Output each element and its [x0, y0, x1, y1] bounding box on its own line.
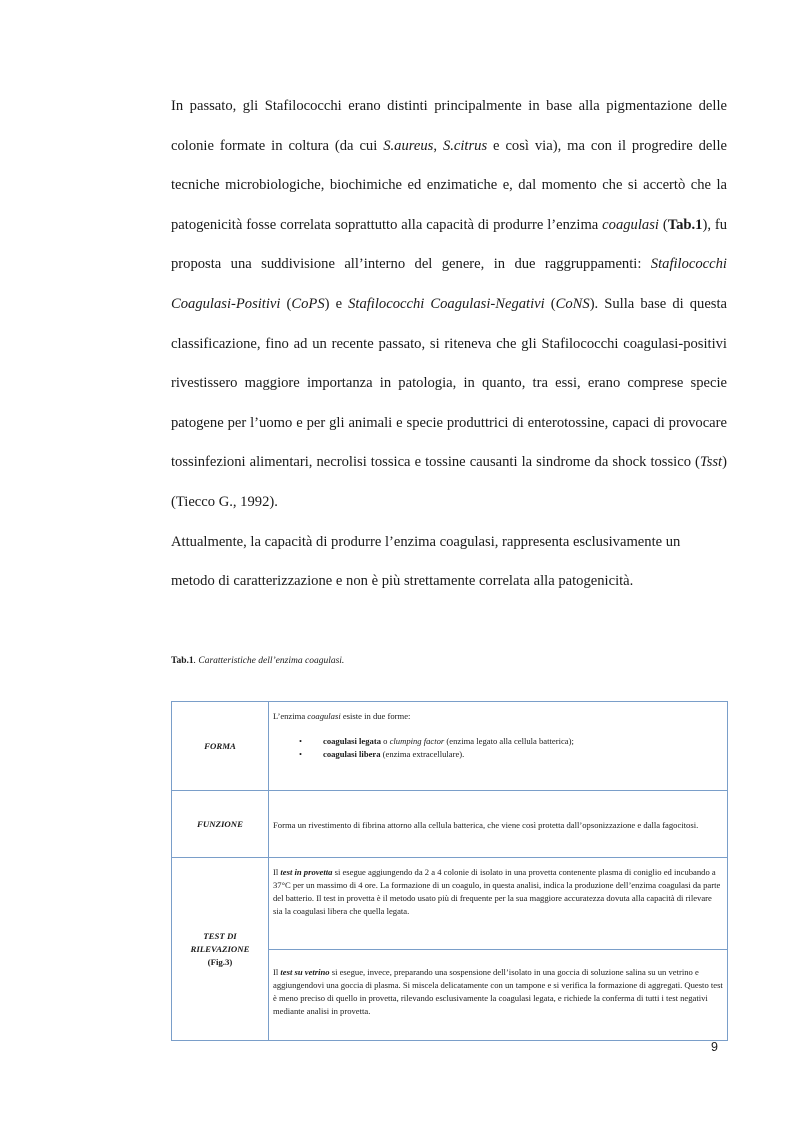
text-span: ), fu proposta una suddivisione all’interno del genere, in due raggruppamenti:: [171, 216, 727, 273]
label-fig: [172, 956, 268, 969]
label-line: TEST DI: [203, 930, 237, 941]
forma-intro: [273, 710, 723, 723]
table-caption: [171, 656, 344, 666]
text-span: (: [658, 216, 668, 233]
caption-label: Tab.1: [171, 656, 194, 666]
text-span: In passato, gli Stafilococchi erano distinti principalmente in base alla pigmentazione delle colonie formate in coltura (da cui: [171, 98, 727, 154]
table-reference: Tab.1: [667, 216, 703, 233]
list-item: [315, 735, 723, 748]
label-line: RILEVAZIONE: [190, 943, 250, 954]
coagulase-table: [171, 701, 728, 1041]
text-span: ) e: [324, 295, 349, 312]
table-row-funzione: [172, 791, 728, 858]
row-content-provetta: [269, 858, 728, 950]
page-number: 9: [711, 1040, 718, 1054]
text-span: (enzima extracellulare).: [380, 749, 465, 759]
species-citrus: S.citrus: [442, 137, 488, 154]
row-label-forma: FORMA: [172, 702, 269, 791]
text-span: L’enzima: [273, 711, 308, 721]
text-span: test su vetrino: [280, 967, 330, 977]
text-span: ,: [433, 137, 443, 154]
text-span: e così via), ma con il progredire delle tecniche microbiologiche, biochimiche ed enzimatiche e, dal momento che si accertò che la patogenicità fosse correlata soprattutto alla capacità di produrre l’enzima: [171, 137, 727, 233]
text-span: (: [544, 295, 556, 312]
text-span: esiste in due forme:: [340, 711, 411, 721]
term-coagulasi: coagulasi: [602, 216, 659, 233]
text-span: coagulasi legata: [323, 736, 382, 746]
species-aureus: S.aureus: [383, 137, 434, 154]
text-span: (: [207, 956, 211, 967]
row-label-funzione: FUNZIONE: [172, 791, 269, 858]
row-content-funzione: Forma un rivestimento di fibrina attorno alla cellula batterica, che viene così protetta dall’opsonizzazione e dalla fagocitosi.: [269, 791, 728, 858]
figure-reference: Fig.3: [210, 956, 230, 967]
body-paragraph: [171, 87, 727, 602]
term-cons-full: Stafilococchi Coagulasi-Negativi: [348, 295, 545, 312]
table-row-forma: [172, 702, 728, 791]
term-cons: CoNS: [555, 295, 590, 312]
forma-list: [273, 735, 723, 761]
text-span: test in provetta: [280, 867, 333, 877]
row-label-rilevazione: [172, 858, 269, 1041]
paragraph-2: Attualmente, la capacità di produrre l’enzima coagulasi, rappresenta esclusivamente un metodo di caratterizzazione e non è più strettamente correlata alla patogenicità.: [171, 533, 681, 590]
table-row-rilevazione-provetta: [172, 858, 728, 950]
row-content-forma: [269, 702, 728, 791]
text-span: clumping factor: [389, 736, 445, 746]
text-span: (enzima legato alla cellula batterica);: [444, 736, 574, 746]
paragraph-1: [171, 87, 727, 523]
row-content-vetrino: [269, 950, 728, 1041]
text-span: Il: [273, 967, 281, 977]
text-span: si esegue, invece, preparando una sospensione dell’isolato in una goccia di soluzione salina su un vetrino e aggiungendovi una goccia di plasma. Si miscela delicatamente con un tampone e si verifica la formazione di aggregati. Questo test è meno preciso di quello in provetta, rilevando esclusivamente la coagulasi legata, e richiede la conferma di tutti i test negativi mediante analisi in provetta.: [273, 967, 723, 1016]
text-span: ) (Tiecco G., 1992).: [171, 454, 727, 510]
text-span: si esegue aggiungendo da 2 a 4 colonie di isolato in una provetta contenente plasma di coniglio ed incubando a 37°C per un massimo di 4 ore. La formazione di un coagulo, in questa analisi, indica la produzione dell’enzima coagulasi da parte del batterio. Il test in provetta è il metodo usato più di frequente per la sua maggiore accuratezza dovuta alla capacità di rilevare sia la coagulasi libera che quella legata.: [273, 867, 721, 916]
text-span: coagulasi: [307, 711, 341, 721]
term-cops: CoPS: [291, 295, 325, 312]
term-tsst: Tsst: [699, 454, 723, 471]
term-cops-full: Stafilococchi Coagulasi-Positivi: [171, 256, 727, 312]
list-item: [315, 748, 723, 761]
text-span: ). Sulla base di questa classificazione, fino ad un recente passato, si riteneva che gli Stafilococchi coagulasi-positivi rivestissero maggiore importanza in patologia, in quanto, tra essi, erano comprese specie patogene per l’uomo e per gli animali e specie produttrici di enterotossine, capaci di provocare tossinfezioni alimentari, necrolisi tossica e tossine causanti la sindrome da shock tossico (: [171, 295, 728, 471]
caption-text: . Caratteristiche dell’enzima coagulasi.: [193, 656, 345, 666]
text-span: coagulasi libera: [323, 749, 381, 759]
text-span: o: [381, 736, 390, 746]
text-span: (: [280, 295, 292, 312]
text-span: ): [229, 956, 233, 967]
text-span: Il: [273, 867, 281, 877]
